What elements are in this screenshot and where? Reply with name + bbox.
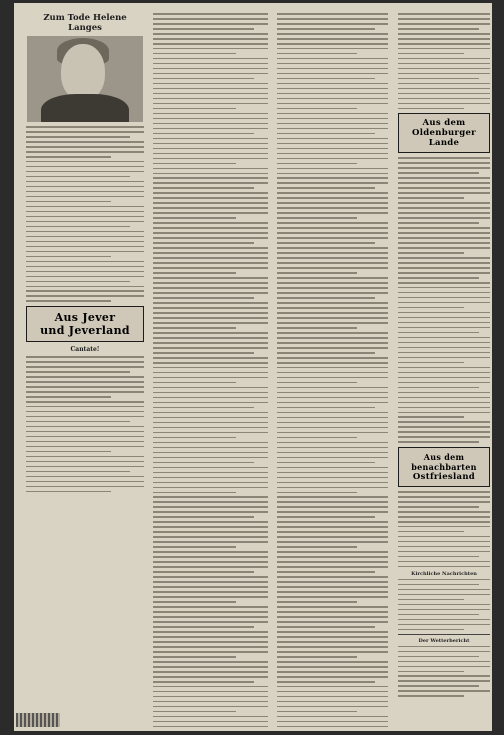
section-box-line2: Ostfriesland <box>412 472 476 482</box>
section-box-line2: und Jeverland <box>40 324 130 338</box>
column-4 <box>398 13 490 719</box>
column-4-text-mid <box>398 157 490 443</box>
portrait-body <box>41 94 129 122</box>
newspaper-page <box>14 3 492 731</box>
section-box-oldenburg <box>398 113 490 153</box>
column-2-text-a <box>153 13 268 731</box>
column-4-text-top <box>398 13 490 109</box>
column-3 <box>277 13 388 719</box>
divider <box>398 634 490 635</box>
small-heading-wetter: Der Wetterbericht <box>418 637 470 644</box>
section-box-jever <box>26 306 144 342</box>
column-2 <box>153 13 268 719</box>
section-box-line1: Aus dem Oldenburger <box>412 118 476 139</box>
small-heading-kirchliche: Kirchliche Nachrichten <box>411 570 477 577</box>
section-box-line1: Aus dem benachbarten <box>411 452 477 472</box>
section-box-line2: Lande <box>428 138 460 149</box>
section-box-line1: Aus Jever <box>54 311 116 325</box>
article-headline: Zum Tode Helene Langes <box>43 13 127 33</box>
portrait-face <box>61 44 105 100</box>
section-body-text <box>26 356 144 492</box>
column-4-text-wetter <box>398 646 490 697</box>
column-4-text-kirch <box>398 579 490 630</box>
column-1 <box>26 13 144 719</box>
portrait-photo <box>27 36 143 122</box>
article-body-text <box>26 126 144 302</box>
footer-scale-strip <box>16 713 60 727</box>
section-box-ostfriesland <box>398 447 490 487</box>
column-4-text-lower <box>398 491 490 567</box>
item-title: Cantate! <box>70 346 100 354</box>
column-3-text <box>277 13 388 731</box>
